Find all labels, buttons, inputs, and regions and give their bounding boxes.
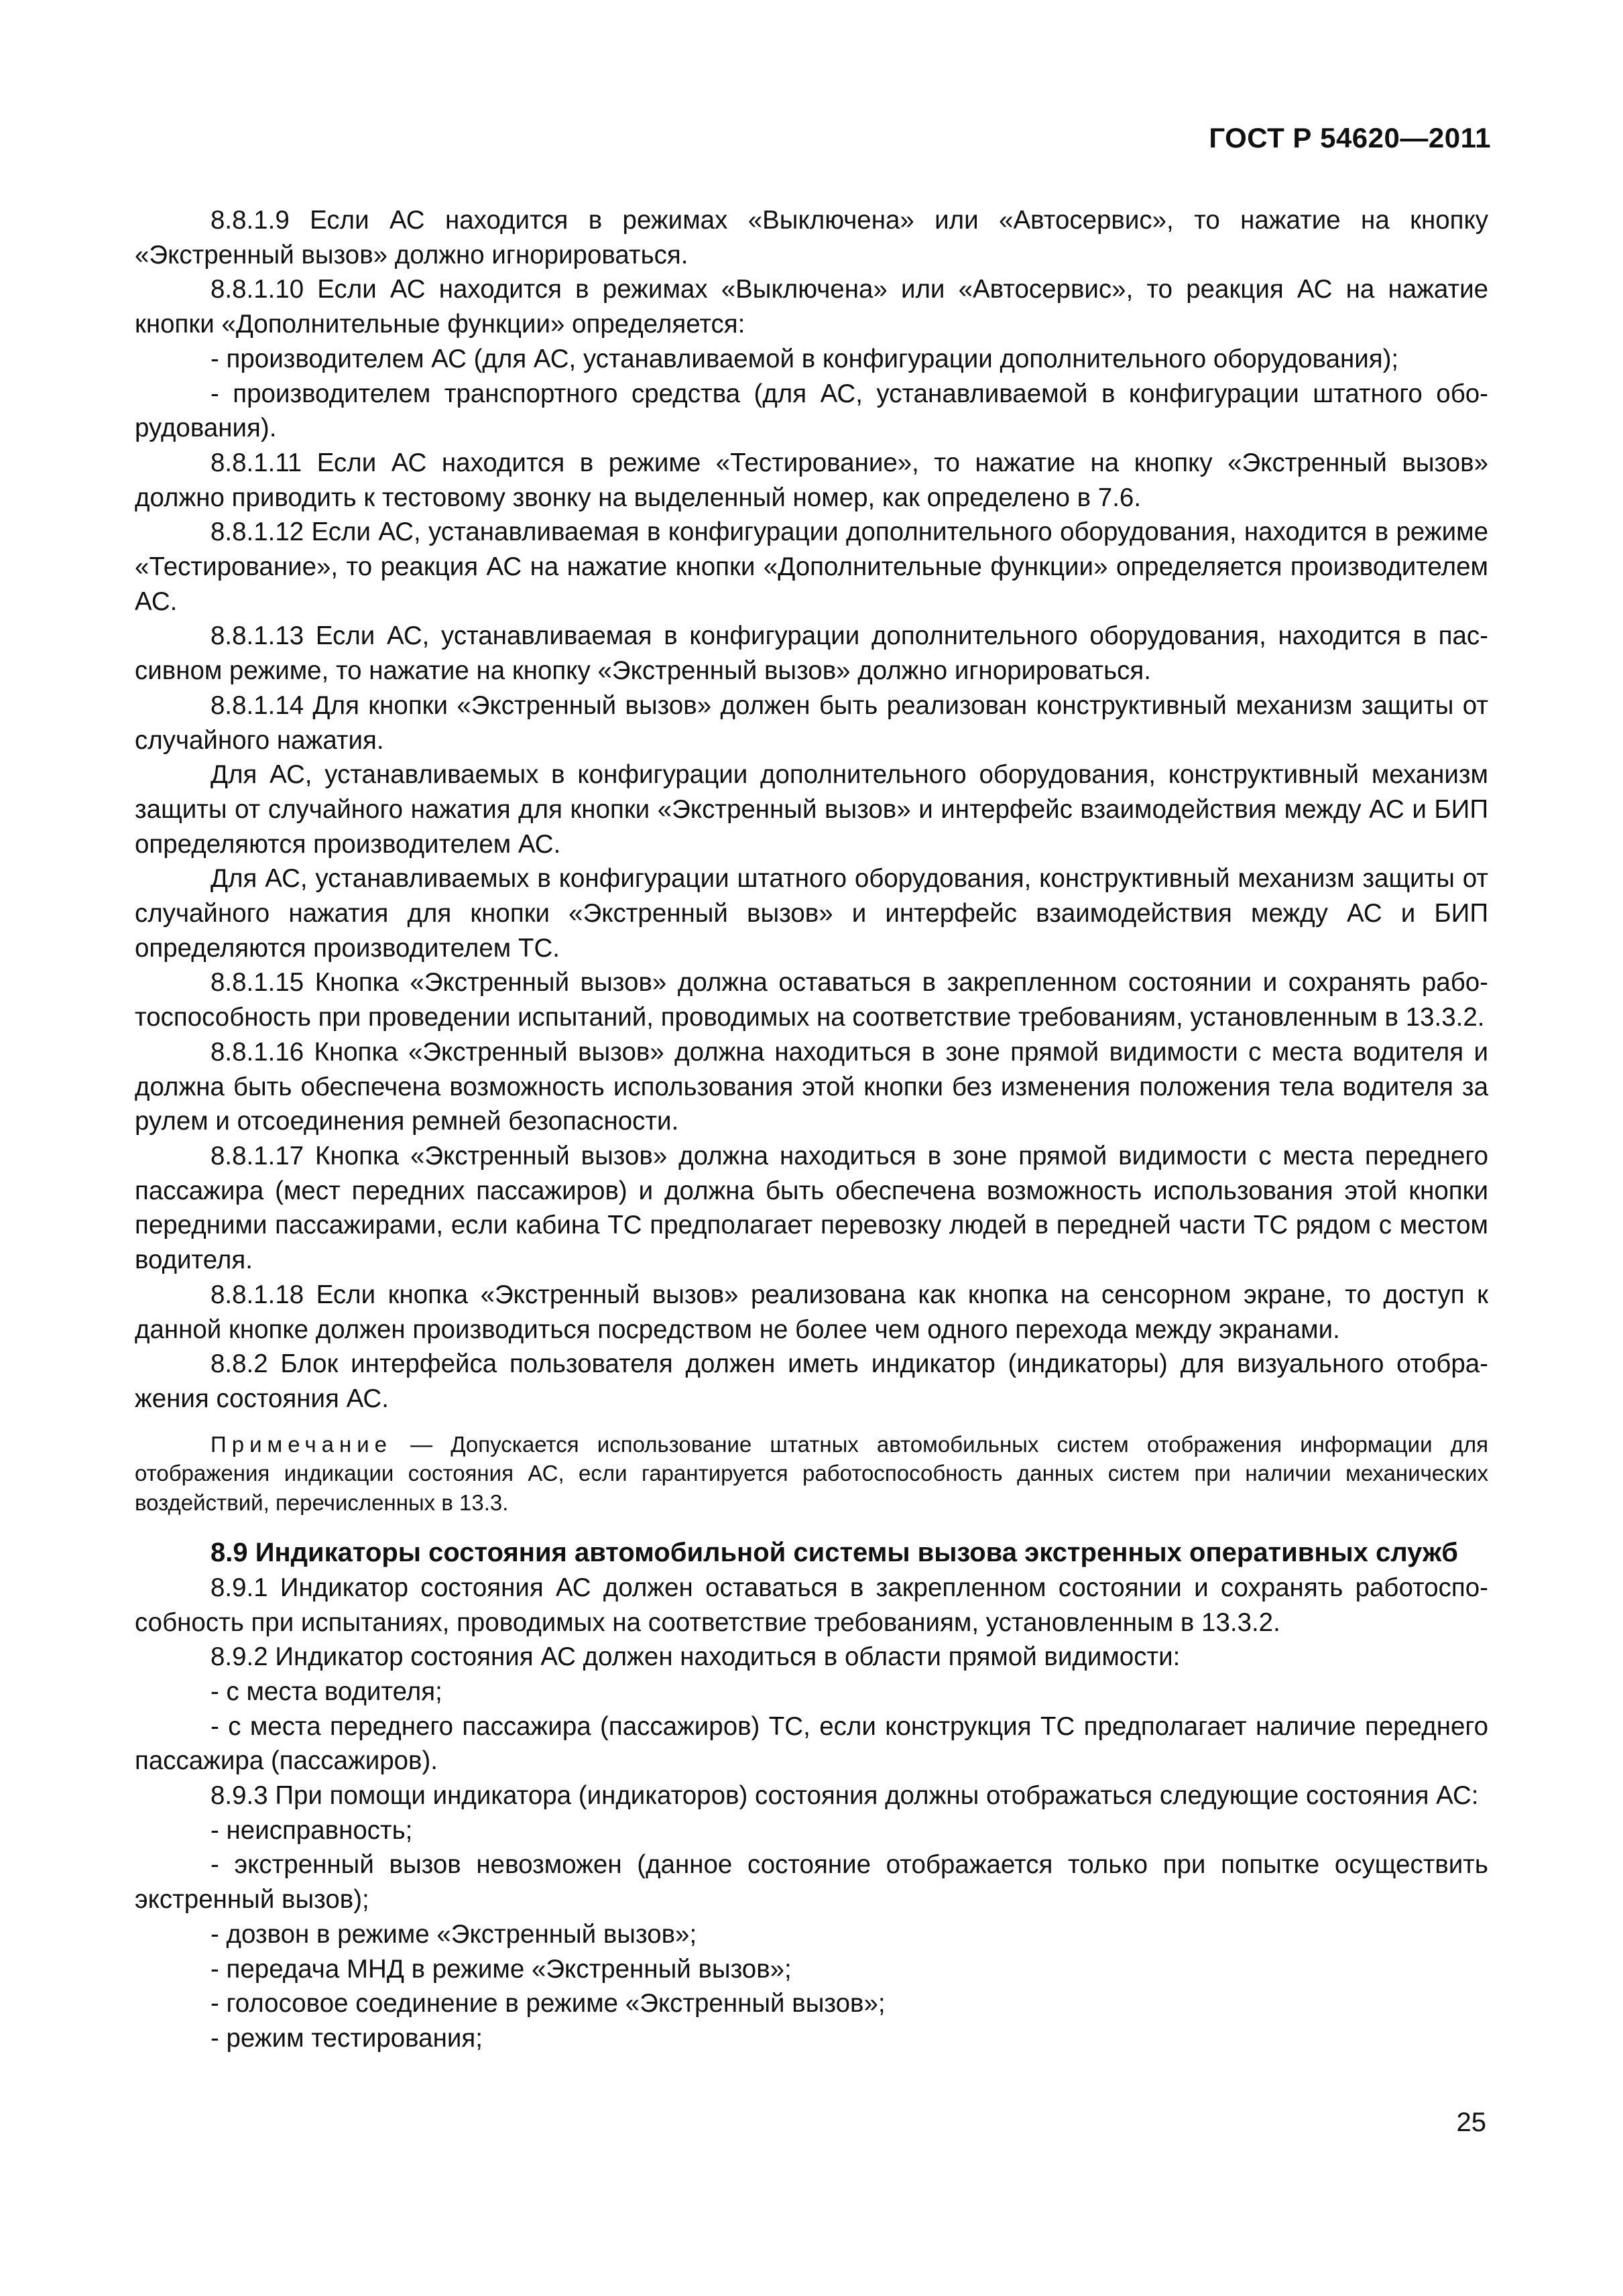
paragraph: 8.8.1.17 Кнопка «Экстренный вызов» должна находиться в зоне прямой видимости с места переднего пассажира (мест передних пассажиров) и должна быть обеспечена возможность использования этой кнопки передними пассажирами, если кабина ТС предполагает перевозку людей в передней части ТС рядом с местом водителя. [135,1141,1488,1275]
list-item: - с места переднего пассажира (пассажиров) ТС, если конструкция ТС предполагает наличие переднего пассажира (пассажиров). [135,1711,1488,1776]
paragraph: 8.8.1.15 Кнопка «Экстренный вызов» должна оставаться в закрепленном состоянии и сохранять работоспособность при проведении испытаний, проводимых на соответствие требованиям, установленным в 13.3.2. [135,968,1488,1032]
paragraph: 8.8.1.18 Если кнопка «Экстренный вызов» реализована как кнопка на сенсорном экране, то доступ к данной кнопке должен производиться посредством не более чем одного перехода между экранами. [135,1280,1488,1344]
paragraph: 8.8.1.14 Для кнопки «Экстренный вызов» должен быть реализован конструктивный механизм защиты от случайного нажатия. [135,690,1488,755]
paragraph: 8.8.1.13 Если АС, устанавливаемая в конфигурации дополнительного оборудования, находится в пассивном режиме, то нажатие на кнопку «Экстренный вызов» должно игнорироваться. [135,621,1488,686]
note-label: Примечание [211,1431,393,1457]
list-item: - передача МНД в режиме «Экстренный вызов»; [211,1954,792,1984]
list-item: - производителем транспортного средства (для АС, устанавливаемой в конфигурации штатного оборудования). [135,379,1488,443]
list-item: - экстренный вызов невозможен (данное состояние отображается только при попытке осуществить экстренный вызов); [135,1850,1488,1915]
note-text: — Допускается использование штатных автомобильных систем отображения информации для отображения индикации состояния АС, если гарантируется работоспособность данных систем при наличии механических воздействий, перечисленных в 13.3. [135,1431,1488,1515]
list-item: - производителем АС (для АС, устанавливаемой в конфигурации дополнительного оборудования); [211,344,1399,373]
note [135,1430,1488,1518]
paragraph: 8.8.1.12 Если АС, устанавливаемая в конфигурации дополнительного оборудования, находится в режиме «Тестирование», то реакция АС на нажатие кнопки «Дополнительные функции» определяется производителем АС. [135,518,1488,616]
paragraph: 8.8.1.16 Кнопка «Экстренный вызов» должна находиться в зоне прямой видимости с места водителя и должна быть обеспечена возможность использования этой кнопки без изменения положения тела водителя за рулем и отсоединения ремней безопасности. [135,1037,1488,1136]
paragraph: 8.8.1.11 Если АС находится в режиме «Тестирование», то нажатие на кнопку «Экстренный вызов» должно приводить к тестовому звонку на выделенный номер, как определено в 7.6. [135,448,1488,512]
list-item: - голосовое соединение в режиме «Экстренный вызов»; [211,1989,886,2018]
paragraph: 8.9.2 Индикатор состояния АС должен находиться в области прямой видимости: [211,1642,1181,1672]
list-item: - режим тестирования; [211,2023,483,2053]
list-item: - неисправность; [211,1815,413,1845]
paragraph: 8.8.1.9 Если АС находится в режимах «Выключена» или «Автосервис», то нажатие на кнопку «Экстренный вызов» должно игнорироваться. [135,206,1488,269]
paragraph: 8.8.2 Блок интерфейса пользователя должен иметь индикатор (индикаторы) для визуального отображения состояния АС. [135,1349,1488,1413]
section-heading: 8.9 Индикаторы состояния автомобильной системы вызова экстренных оперативных служб [211,1538,1458,1568]
list-item: - с места водителя; [211,1677,442,1706]
paragraph: 8.9.3 При помощи индикатора (индикаторов) состояния должны отображаться следующие состояния АС: [211,1781,1479,1811]
list-item: - дозвон в режиме «Экстренный вызов»; [211,1919,697,1949]
paragraph: 8.9.1 Индикатор состояния АС должен оставаться в закрепленном состоянии и сохранять работоспособность при испытаниях, проводимых на соответствие требованиям, установленным в 13.3.2. [135,1573,1488,1637]
paragraph: 8.8.1.10 Если АС находится в режимах «Выключена» или «Автосервис», то реакция АС на нажатие кнопки «Дополнительные функции» определяется: [135,275,1488,339]
page-number: 25 [1456,2108,1486,2137]
main-content [135,203,1488,2056]
paragraph: Для АС, устанавливаемых в конфигурации дополнительного оборудования, конструктивный механизм защиты от случайного нажатия для кнопки «Экстренный вызов» и интерфейс взаимодействия между АС и БИП определяются производителем АС. [135,760,1488,859]
document-id-header: ГОСТ Р 54620—2011 [1209,122,1491,154]
paragraph: Для АС, устанавливаемых в конфигурации штатного оборудования, конструктивный механизм защиты от случайного нажатия для кнопки «Экстренный вызов» и интерфейс взаимодействия между АС и БИП определяются производителем ТС. [135,864,1488,963]
